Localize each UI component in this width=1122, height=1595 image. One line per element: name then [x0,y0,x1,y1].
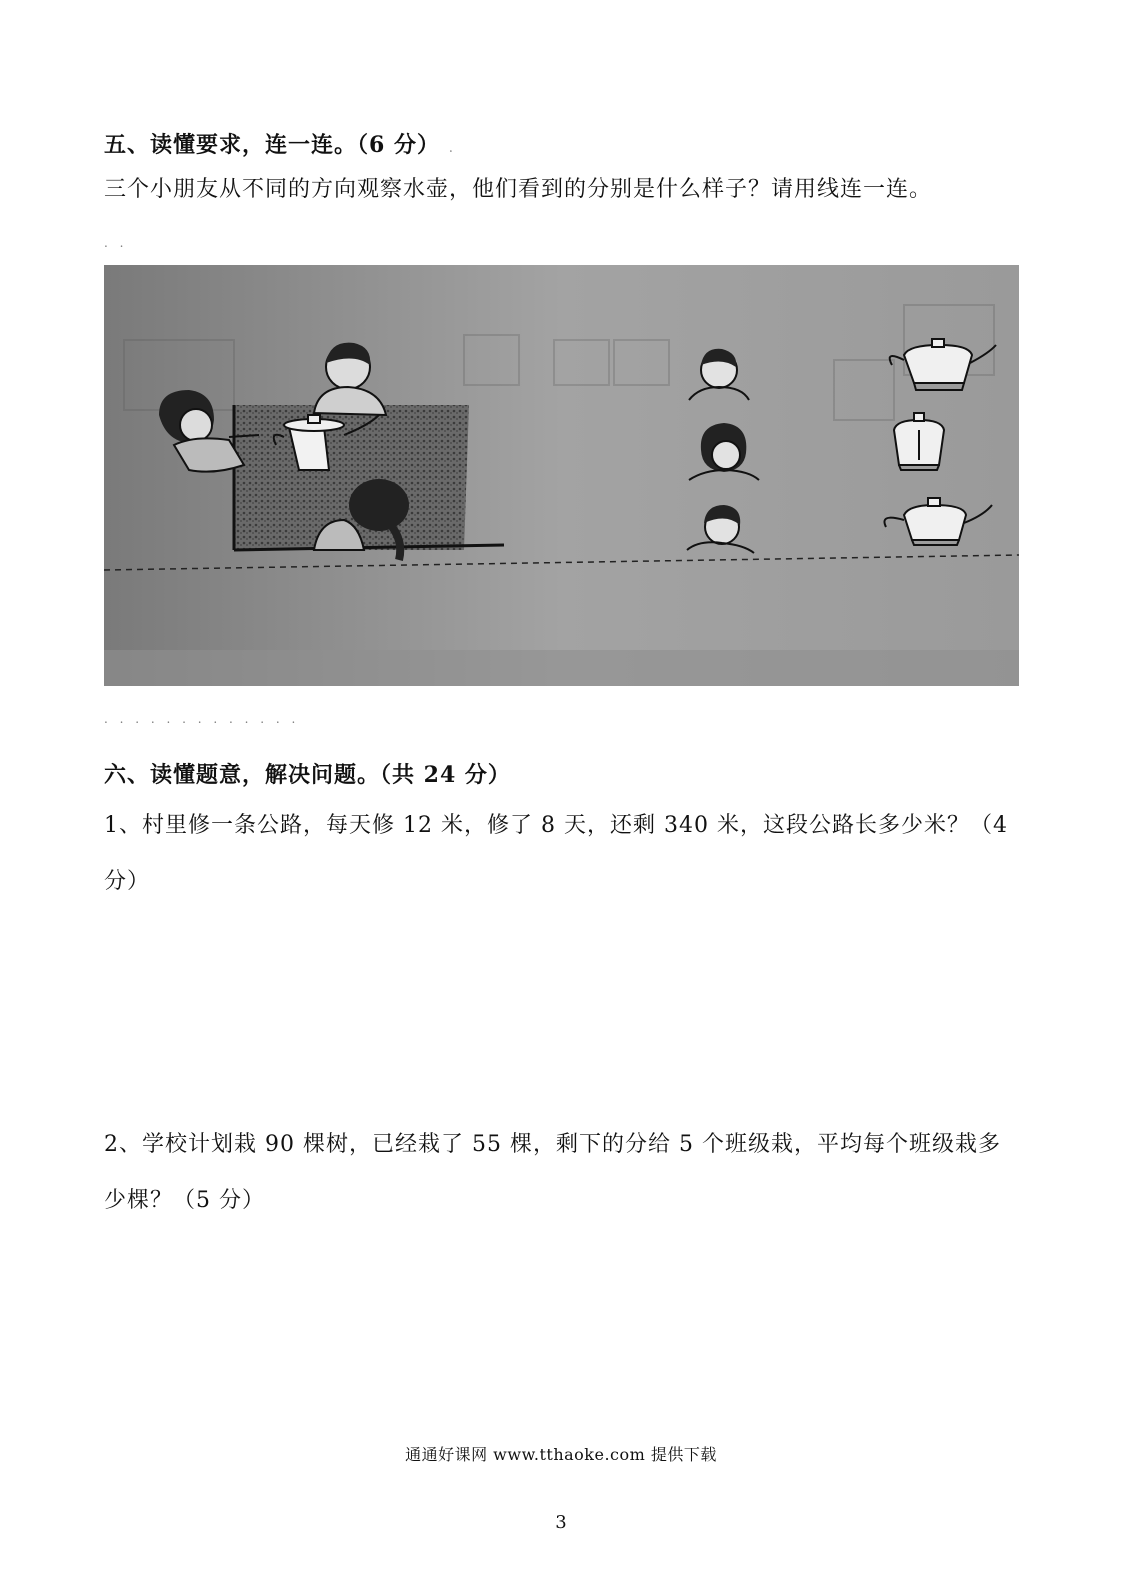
teapot-photo-illustration [104,265,1019,686]
dots-below-photo: . . . . . . . . . . . . . [104,712,300,726]
question-2 [104,1123,1034,1223]
footer-source: 通通好课网 www.tthaoke.com 提供下载 [405,1445,717,1464]
section5-title-text: 五、读懂要求，连一连。（6 分） [104,132,440,158]
section6-title: 六、读懂题意，解决问题。（共 24 分） [104,762,511,788]
section5-question: 三个小朋友从不同的方向观察水壶，他们看到的分别是什么样子？请用线连一连。 [104,177,933,202]
page-number: 3 [555,1512,567,1533]
answer-area-1[interactable] [104,900,1019,1100]
question-1 [104,804,1034,904]
question-2-line1: 2、学校计划栽 90 棵树，已经栽了 55 棵，剩下的分给 5 个班级栽，平均每个班级栽多 [104,1132,1001,1157]
section5-title-trail: . [448,140,455,156]
dots-above-photo: . . [104,236,128,250]
teapot-view-front [894,413,944,470]
question-1-line1: 1、村里修一条公路，每天修 12 米，修了 8 天，还剩 340 米，这段公路长多少米？（4 [104,813,1008,838]
section5-title [104,128,454,159]
answer-area-2[interactable] [104,1220,1019,1420]
teapot-observation-photo [104,265,1019,686]
question-2-line2: 少棵？（5 分） [104,1188,265,1213]
question-1-line2: 分） [104,869,151,894]
